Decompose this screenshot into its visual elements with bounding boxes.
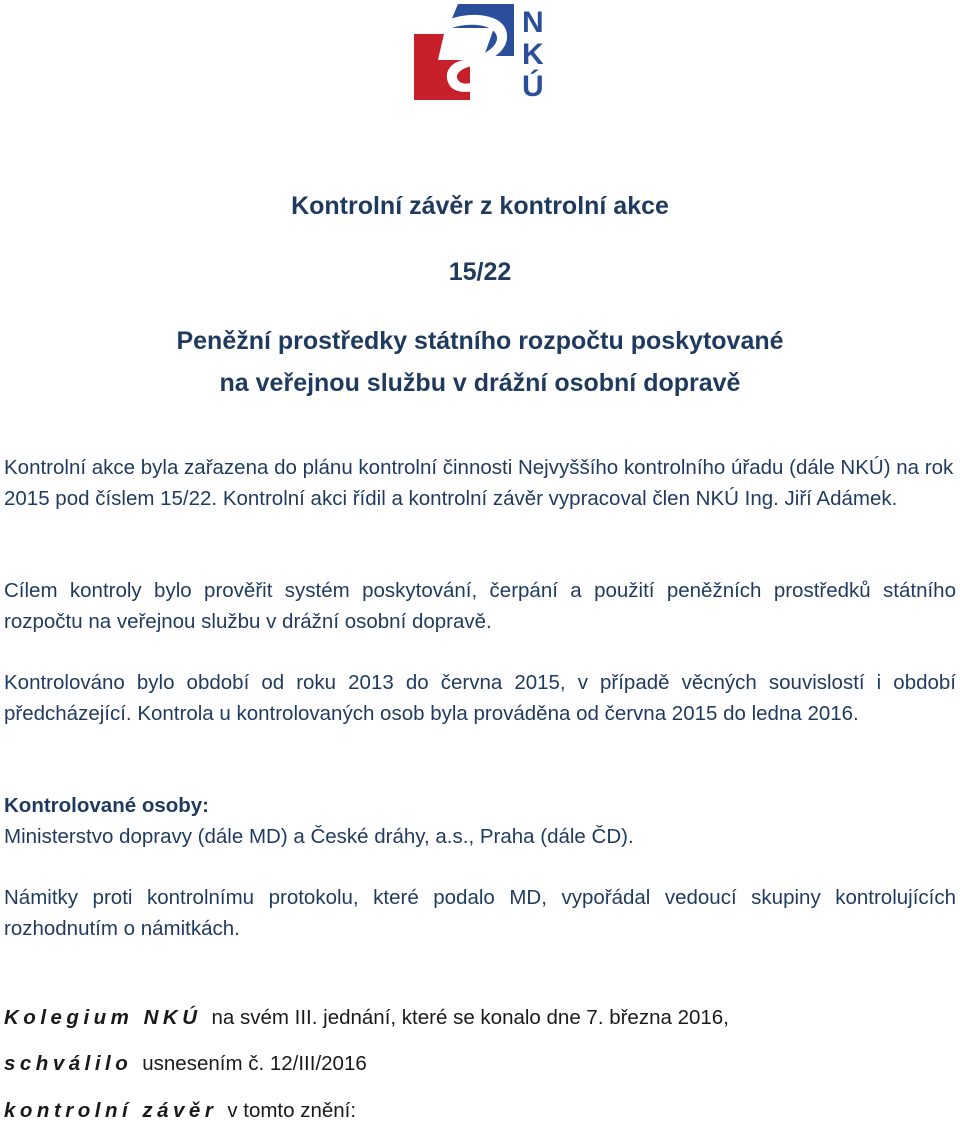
closing-line-kolegium	[4, 1006, 729, 1030]
subject-line-2: na veřejnou službu v drážní osobní dopravě	[219, 369, 741, 397]
logo-letter-u: Ú	[522, 70, 544, 100]
logo-letter-k: K	[522, 38, 544, 71]
paragraph-period: Kontrolováno bylo období od roku 2013 do června 2015, v případě věcných souvislostí i období předcházející. Kontrola u kontrolovaných osob byla prováděna od června 2015 do ledna 2016.	[4, 671, 956, 725]
schvalilo-text: usnesením č. 12/III/2016	[142, 1052, 367, 1075]
action-number: 15/22	[448, 258, 512, 286]
logo-letter-n: N	[522, 6, 544, 39]
nku-logo	[414, 4, 548, 100]
kolegium-label: Kolegium NKÚ	[4, 1006, 202, 1029]
audited-entities: Ministerstvo dopravy (dále MD) a České dráhy, a.s., Praha (dále ČD).	[4, 825, 634, 848]
document-title: Kontrolní závěr z kontrolní akce	[291, 192, 669, 220]
closing-line-schvalilo	[4, 1052, 367, 1076]
paragraph-plan: Kontrolní akce byla zařazena do plánu kontrolní činnosti Nejvyššího kontrolního úřadu (dále NKÚ) na rok 2015 pod číslem 15/22. Kontrolní akci řídil a kontrolní závěr vypracoval člen NKÚ Ing. Jiří Adámek.	[4, 456, 954, 510]
action-subject	[0, 320, 960, 404]
paragraph-objections: Námitky proti kontrolnímu protokolu, které podalo MD, vypořádal vedoucí skupiny kontrolujících rozhodnutím o námitkách.	[4, 886, 956, 940]
subject-line-1: Peněžní prostředky státního rozpočtu poskytované	[176, 327, 784, 355]
zaver-label: kontrolní závěr	[4, 1099, 218, 1122]
closing-line-zaver	[4, 1099, 356, 1123]
kolegium-text: na svém III. jednání, které se konalo dne 7. března 2016,	[211, 1006, 729, 1029]
audited-entities-heading: Kontrolované osoby:	[4, 794, 210, 817]
zaver-text: v tomto znění:	[227, 1099, 357, 1122]
schvalilo-label: schválilo	[4, 1052, 133, 1075]
paragraph-goal: Cílem kontroly bylo prověřit systém poskytování, čerpání a použití peněžních prostředků státního rozpočtu na veřejnou službu v drážní osobní dopravě.	[4, 579, 956, 633]
